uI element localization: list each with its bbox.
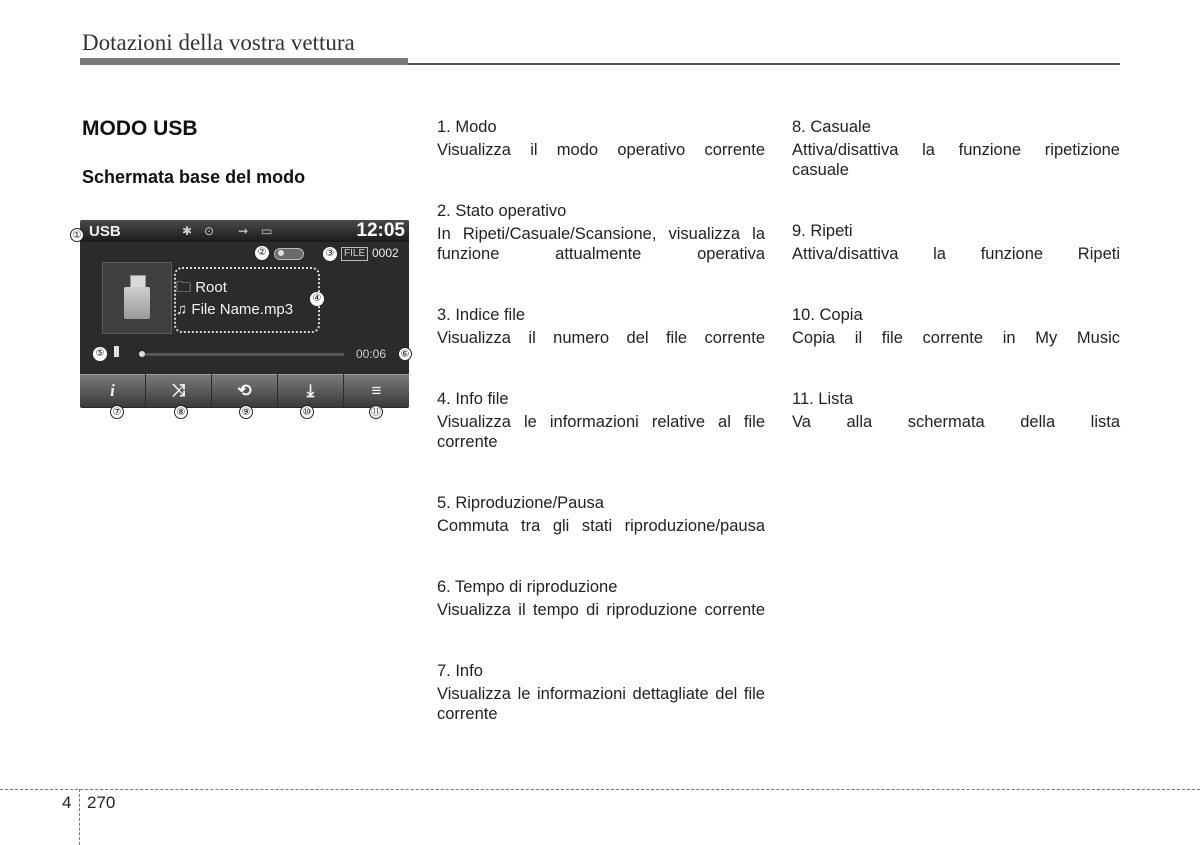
item-title: 5. Riproduzione/Pausa: [437, 494, 604, 512]
battery-icon: ▭: [261, 224, 273, 238]
item-description: In Ripeti/Casuale/Scansione, visualizza la funzione attualmente operativa: [437, 225, 765, 263]
mode-label: USB: [89, 223, 121, 240]
callout-11: ⑪: [371, 407, 381, 418]
item-description: Visualizza le informazioni relative al file corrente: [437, 413, 765, 451]
list-item: [437, 577, 765, 640]
item-description: Visualizza le informazioni dettagliate del file corrente: [437, 685, 765, 723]
music-note-icon: ♫: [176, 301, 188, 318]
list-item: [437, 493, 765, 556]
item-title: 9. Ripeti: [792, 222, 853, 240]
callout-3: ③: [323, 247, 337, 261]
footer-vertical-divider: [79, 789, 80, 845]
callout-7: ⑦: [110, 405, 124, 419]
callout-8: ⑧: [174, 405, 188, 419]
item-description: Visualizza il modo operativo corrente: [437, 141, 765, 159]
list-button[interactable]: [344, 374, 409, 407]
item-title: 2. Stato operativo: [437, 202, 567, 220]
page-number: 270: [87, 793, 116, 812]
item-title: 11. Lista: [792, 390, 854, 408]
item-title: 4. Info file: [437, 390, 509, 408]
repeat-button[interactable]: [212, 374, 277, 407]
list-item: [792, 305, 1120, 368]
item-description: Attiva/disattiva la funzione Ripeti: [792, 245, 1120, 263]
progress-knob[interactable]: [139, 351, 145, 357]
callout-9: ⑨: [239, 405, 253, 419]
file-name-row: [176, 301, 293, 318]
item-description: Attiva/disattiva la funzione ripetizione casuale: [792, 141, 1120, 179]
chapter-number: 4: [62, 793, 72, 812]
header-rule-thin: [408, 63, 1120, 65]
usb-stick-icon: [124, 275, 150, 319]
copy-button[interactable]: [278, 374, 343, 407]
info-icon: i: [110, 381, 115, 400]
operation-state-icon: [274, 248, 304, 260]
page-header-title: Dotazioni della vostra vettura: [82, 30, 355, 55]
info-button[interactable]: [80, 374, 145, 407]
item-title: 6. Tempo di riproduzione: [437, 578, 618, 596]
file-index: 0002: [372, 246, 399, 260]
item-description: Visualizza il tempo di riproduzione corrente: [437, 601, 765, 619]
folder-name: Root: [195, 279, 227, 296]
list-item: [437, 389, 765, 472]
file-name: File Name.mp3: [191, 301, 294, 318]
usb-mode-screen: [80, 220, 409, 408]
description-column-right: [792, 117, 1120, 473]
list-item: [437, 305, 765, 368]
folder-icon: 🗀: [176, 279, 192, 296]
status-bar: [80, 220, 409, 242]
callout-10: ⑩: [300, 405, 314, 419]
footer-divider: [0, 789, 1200, 790]
usb-connection-icon: ⇝: [238, 224, 249, 238]
item-description: Copia il file corrente in My Music: [792, 329, 1120, 347]
section-subtitle: Schermata base del modo: [82, 167, 306, 187]
button-bar: [80, 374, 409, 408]
list-item: [792, 389, 1120, 452]
header-rule: [80, 58, 408, 65]
file-tag: FILE: [341, 247, 368, 261]
item-title: 3. Indice file: [437, 306, 526, 324]
folder-row: [176, 277, 227, 302]
item-description: Visualizza il numero del file corrente: [437, 329, 765, 347]
item-title: 7. Info: [437, 662, 483, 680]
list-item: [437, 117, 765, 180]
callout-2: ②: [255, 246, 269, 260]
shuffle-icon: ⤨: [171, 381, 186, 400]
list-icon: ≡: [371, 381, 382, 400]
item-description: Va alla schermata della lista: [792, 413, 1120, 431]
list-item: [792, 221, 1120, 284]
bluetooth-icon: ✱: [182, 224, 193, 238]
item-title: 10. Copia: [792, 306, 863, 324]
progress-bar[interactable]: [141, 353, 344, 356]
item-description: Commuta tra gli stati riproduzione/pausa: [437, 517, 765, 535]
callout-5: ⑤: [93, 347, 107, 361]
play-time: 00:06: [356, 347, 387, 361]
item-title: 1. Modo: [437, 118, 497, 136]
list-item: [437, 201, 765, 284]
shuffle-button[interactable]: [146, 374, 211, 407]
callout-1: ①: [70, 228, 84, 242]
album-art: [102, 262, 172, 334]
section-title: MODO USB: [82, 117, 198, 140]
repeat-icon: ⟲: [237, 381, 252, 400]
item-title: 8. Casuale: [792, 118, 871, 136]
disc-icon: ⊙: [204, 224, 215, 238]
copy-icon: ⤓: [306, 381, 315, 400]
list-item: [792, 117, 1120, 200]
list-item: [437, 661, 765, 744]
pause-icon[interactable]: II: [113, 344, 118, 361]
clock: 12:05: [356, 220, 405, 241]
description-column-middle: [437, 117, 765, 765]
callout-4: ④: [310, 292, 324, 306]
callout-6: ⑥: [398, 347, 412, 361]
